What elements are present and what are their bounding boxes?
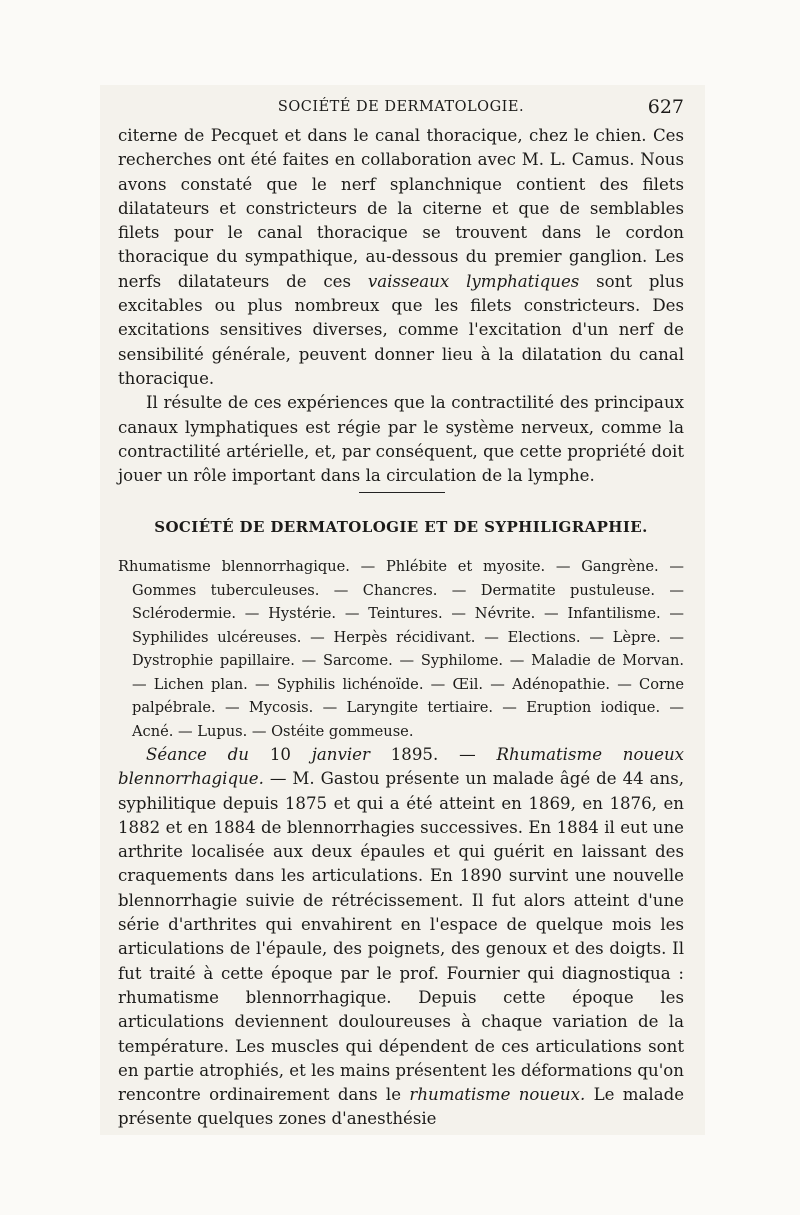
intro-paragraph-2: Il résulte de ces expériences que la contractilité des principaux canaux lymphatiques est régie par le système nerveux, comme la contractilité artérielle, et, par conséquent, que cette propriété doit jouer un rôle important dans la circulation de la lymphe. [118,393,684,486]
intro-p1-italic: vaisseaux lymphatiques [367,271,580,291]
seance-date-label: Séance du [146,745,249,764]
intro-p1-text: citerne de Pecquet et dans le canal thoracique, chez le chien. Ces recherches ont été faites en collaboration avec M. L. Camus. Nous avons constaté que le nerf splanchnique contient des filets dilatateurs et constricteurs de la citerne et que de semblables filets pour le canal thoracique se trouvent dans le cordon thoracique du sympathique, au-dessous du premier ganglion. Les nerfs dilatateurs de ces [118,126,684,291]
seance-year: 1895. [390,745,439,764]
page-header [118,96,684,122]
seance-body: — M. Gastou présente un malade âgé de 44 ans, syphilitique depuis 1875 et qui a été atteint en 1869, en 1876, en 1882 et en 1884 de blennorrhagies successives. En 1884 il eut une arthrite localisée aux deux épaules et qui guérit en laissant des craquements dans les articulations. En 1890 survint une nouvelle blennorrhagie suivie de rétrécissement. Il fut alors atteint d'une série d'arthrites qui envahirent en l'espace de quelque mois les articulations de l'épaule, des poignets, des genoux et des doigts. Il fut traité à cette époque par le prof. Fournier qui diagnostiqua : rhumatisme blennorrhagique. Depuis cette époque les articulations deviennent douloureuses à chaque variation de la température. Les muscles qui dépendent de ces articulations sont en partie atrophiés, et les mains présentent les déformations qu'on rencontre ordinairement dans le [118,769,684,1105]
intro-paragraph-1 [118,124,684,391]
section-divider [359,492,445,493]
seance-month: janvier [311,745,370,764]
intro-text [118,124,684,488]
page-number: 627 [647,96,684,118]
seance-paragraph [118,743,684,1132]
running-title: SOCIÉTÉ DE DERMATOLOGIE. [277,99,525,115]
seance-dash: — [459,745,476,764]
seance-day: 10 [269,745,291,764]
seance-end-text: Le malade présente quelques zones d'anesthésie [118,1085,685,1129]
seance-title: Rhumatisme noueux blennorrhagique. [118,745,685,789]
seance-italic-end: rhumatisme noueux. [409,1085,586,1105]
section-contents: Rhumatisme blennorrhagique. — Phlébite et myosite. — Gangrène. — Gommes tuberculeuses. — Chancres. — Dermatite pustuleuse. — Sclérodermie. — Hystérie. — Teintures. — Névrite. — Infantilisme. — Syphilides ulcéreuses. — Herpès récidivant. — Elections. — Lèpre. — Dystrophie papillaire. — Sarcome. — Syphilome. — Maladie de Morvan. — Lichen plan. — Syphilis lichénoïde. — Œil. — Adénopathie. — Corne palpébrale. — Mycosis. — Laryngite tertiaire. — Eruption iodique. — Acné. — Lupus. — Ostéite gommeuse. [118,558,684,740]
intro-p1-end: sont plus excitables ou plus nombreux que les filets constricteurs. Des excitations sensitives diverses, comme l'excitation d'un nerf de sensibilité générale, peuvent donner lieu à la dilatation du canal thoracique. [118,271,684,388]
section-title: SOCIÉTÉ DE DERMATOLOGIE ET DE SYPHILIGRAPHIE. [154,518,648,536]
seance-text [118,743,684,1132]
